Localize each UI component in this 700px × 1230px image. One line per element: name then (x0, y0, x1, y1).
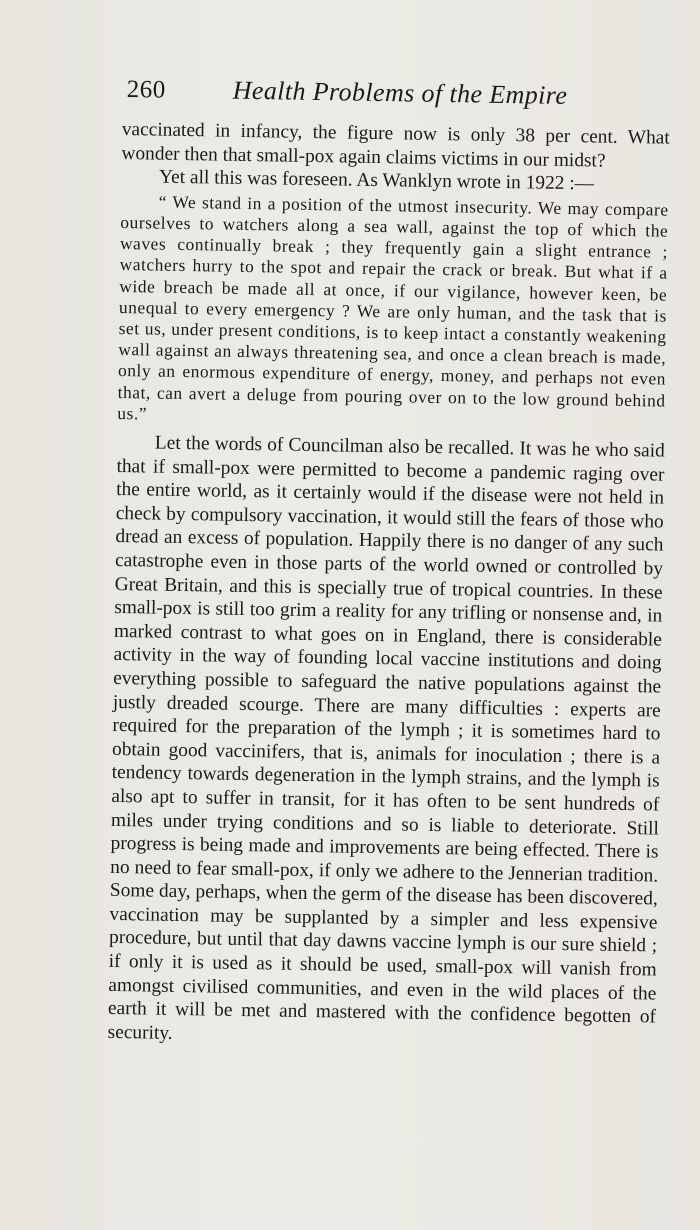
body-text (107, 118, 669, 1053)
paragraph-intro-quote: Yet all this was foreseen. As Wanklyn wrote in 1922 :— (158, 166, 595, 195)
page-header (126, 72, 577, 119)
running-title: Health Problems of the Empire (232, 75, 568, 110)
page-number: 260 (126, 75, 166, 104)
block-quote-wanklyn: “ We stand in a position of the utmost insecurity. We may compare ourselves to watchers along a sea wall, against the top of which the waves continually break ; they frequently gain a slight entrance ; watchers hurry to the spot and repair the crack or break. But what if a wide breach be made all at once, if our vigilance, however keen, be unequal to every emergency ? We are only human, and the task that is set us, under present conditions, is to keep intact a constantly weakening wall against an always threatening sea, and once a clean breach is made, only an enormous expenditure of energy, money, and perhaps not even that, can avert a deluge from pouring over on to the low ground behind us.” (117, 191, 669, 424)
paragraph-councilman: Let the words of Councilman also be recalled. It was he who said that if small-pox were permitted to become a pandemic raging over the entire world, as it certainly would if the disease were not held in check by compulsory vaccination, it would still the fears of those who dread an excess of population. Happily there is no danger of any such catastrophe even in those parts of the world owned or controlled by Great Britain, and this is specially true of tropical countries. In these small-pox is still too grim a reality for any trifling or nonsense and, in marked contrast to what goes on in England, there is considerable activity in the way of founding local vaccine institutions and doing everything possible to safeguard the native populations against the justly dreaded scourge. There are many difficulties : experts are required for the preparation of the lymph ; it is sometimes hard to obtain good vaccinifers, that is, animals for inoculation ; there is a tendency towards degeneration in the lymph strains, and the lymph is also apt to suffer in transit, for it has often to be sent hundreds of miles under trying conditions and so is liable to deteriorate. Still progress is being made and improvements are being effected. There is no need to fear small-pox, if only we adhere to the Jennerian tradition. Some day, perhaps, when the germ of the disease has been discovered, vaccination may be supplanted by a simpler and less expensive procedure, but until that day dawns vaccine lymph is our sure shield ; if only it is used as it should be used, small-pox will vanish from amongst civilised communities, and even in the wild places of the earth it will be met and mastered with the confidence begotten of security. (107, 432, 666, 1044)
paragraph-continued: vaccinated in infancy, the figure now is only 38 per cent. What wonder then that small-pox again claims victims in our midst? (121, 118, 670, 172)
